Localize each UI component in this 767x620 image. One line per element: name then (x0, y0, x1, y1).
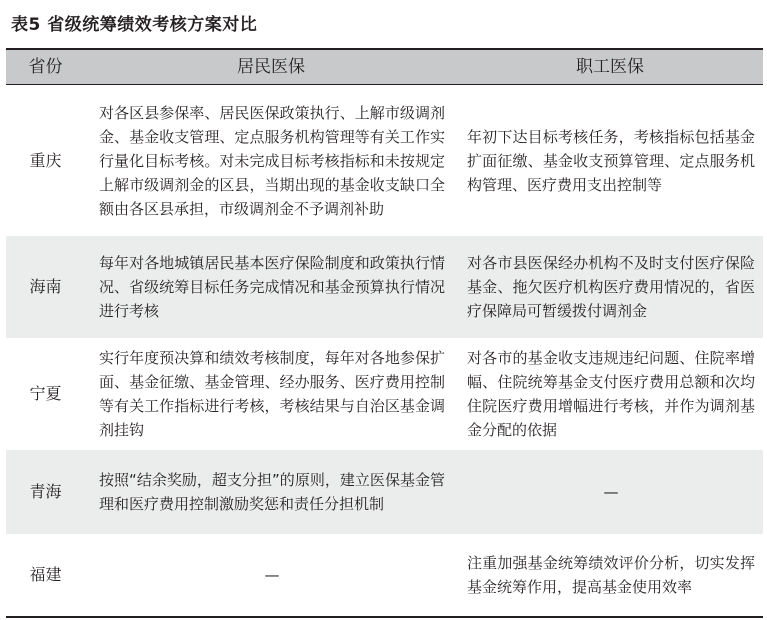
province-cell: 福建 (6, 534, 85, 617)
table-row (6, 85, 763, 237)
table-caption: 表5 省级统筹绩效考核方案对比 (11, 15, 258, 35)
resident-cell: — (85, 534, 457, 617)
table-row (6, 236, 763, 338)
resident-cell: 实行年度预决算和绩效考核制度，每年对各地参保扩面、基金征缴、基金管理、经办服务、医疗费用控制等有关工作指标进行考核，考核结果与自治区基金调剂挂钩 (99, 349, 445, 439)
province-cell: 海南 (6, 236, 85, 338)
header-province: 省份 (6, 49, 85, 85)
province-cell: 重庆 (29, 150, 62, 170)
header-resident: 居民医保 (85, 49, 457, 85)
province-cell: 青海 (6, 450, 85, 534)
resident-cell: 按照“结余奖励，超支分担”的原则，建立医保基金管理和医疗费用控制激励奖惩和责任分担机制 (85, 450, 457, 534)
employee-cell: 对各市的基金收支违规违纪问题、住院率增幅、住院统筹基金支付医疗费用总额和次均住院医疗费用增幅进行考核，并作为调剂基金分配的依据 (467, 349, 755, 439)
employee-cell: 对各市县医保经办机构不及时支付医疗保险基金、拖欠医疗机构医疗费用情况的，省医疗保障局可暂缓拨付调剂金 (457, 236, 763, 338)
employee-cell: 年初下达目标考核任务，考核指标包括基金扩面征缴、基金收支预算管理、定点服务机构管理、医疗费用支出控制等 (467, 127, 755, 194)
comparison-table (6, 48, 763, 618)
resident-cell: 对各区县参保率、居民医保政策执行、上解市级调剂金、基金收支管理、定点服务机构管理等有关工作实行量化目标考核。对未完成目标考核指标和未按规定上解市级调剂金的区县，当期出现的基金收支缺口全额由各区县承担，市级调剂金不予调剂补助 (99, 103, 445, 218)
header-row (6, 49, 763, 85)
header-employee: 职工医保 (457, 49, 763, 85)
resident-cell: 每年对各地城镇居民基本医疗保险制度和政策执行情况、省级统筹目标任务完成情况和基金预算执行情况进行考核 (85, 236, 457, 338)
table-row (6, 534, 763, 617)
employee-cell: — (457, 450, 763, 534)
table-row (6, 450, 763, 534)
employee-cell: 注重加强基金统筹绩效评价分析，切实发挥基金统筹作用，提高基金使用效率 (457, 534, 763, 617)
province-cell: 宁夏 (29, 384, 62, 403)
table-row (6, 338, 763, 450)
